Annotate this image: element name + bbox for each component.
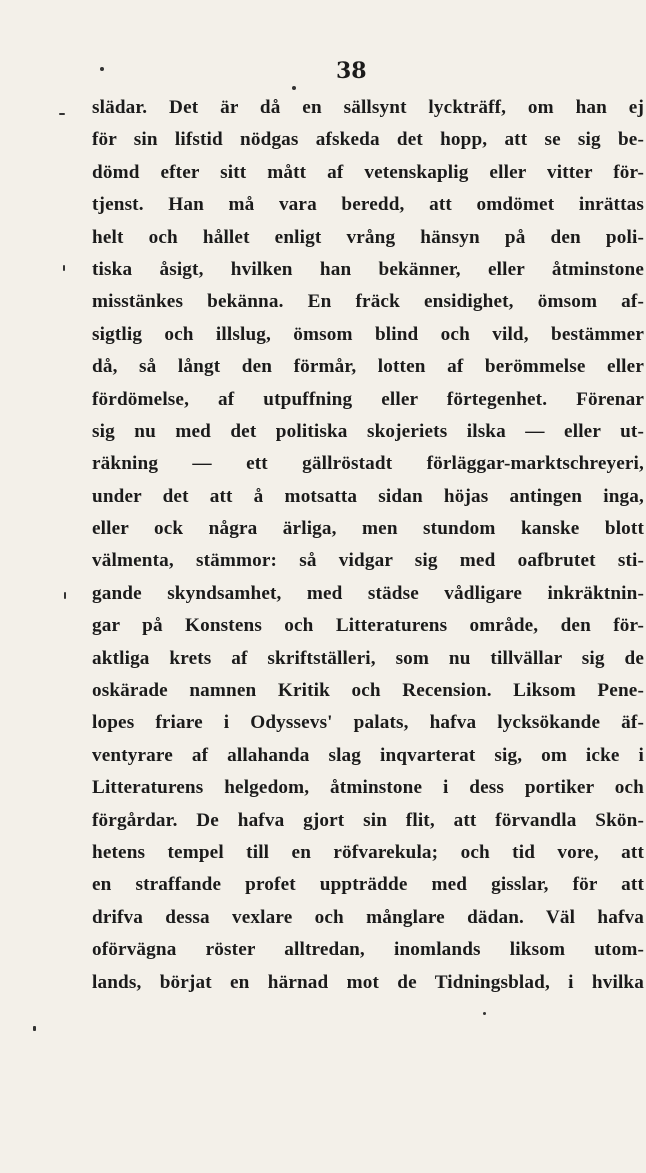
text-line-13: under det att å motsatta sidan höjas antingen inga, [92, 485, 644, 507]
text-line-19: oskärade namnen Kritik och Recension. Liksom Pene- [92, 680, 644, 702]
text-line-3: dömd efter sitt mått af vetenskaplig eller vitter för- [92, 161, 644, 183]
scan-speck [33, 1026, 36, 1031]
text-line-8: sigtlig och illslug, ömsom blind och vild, bestämmer [92, 323, 644, 345]
text-line-5: helt och hållet enligt vrång hänsyn på den poli- [92, 226, 644, 248]
text-line-11: sig nu med det politiska skojeriets ilska — eller ut- [92, 420, 644, 442]
text-line-2: för sin lifstid nödgas afskeda det hopp, att se sig be- [92, 129, 644, 151]
scan-speck [483, 1012, 486, 1015]
text-line-25: en straffande profet uppträdde med gisslar, för att [92, 874, 644, 896]
text-line-4: tjenst. Han må vara beredd, att omdömet inrättas [92, 194, 644, 216]
text-line-28: lands, börjat en härnad mot de Tidningsblad, i hvilka [92, 971, 644, 993]
text-line-15: välmenta, stämmor: så vidgar sig med oafbrutet sti- [92, 550, 644, 572]
body-text [92, 92, 644, 999]
text-line-10: fördömelse, af utpuffning eller förtegenhet. Förenar [92, 388, 644, 410]
page-number: 38 [336, 58, 367, 84]
scan-speck [292, 86, 296, 90]
text-line-20: lopes friare i Odyssevs' palats, hafva lycksökande äf- [92, 712, 644, 734]
text-line-27: oförvägna röster alltredan, inomlands liksom utom- [92, 939, 644, 961]
text-line-17: gar på Konstens och Litteraturens område, den för- [92, 615, 644, 637]
text-line-23: förgårdar. De hafva gjort sin flit, att förvandla Skön- [92, 809, 644, 831]
text-line-22: Litteraturens helgedom, åtminstone i dess portiker och [92, 777, 644, 799]
text-line-24: hetens tempel till en röfvarekula; och tid vore, att [92, 841, 644, 863]
scan-speck [100, 67, 104, 71]
text-line-16: gande skyndsamhet, med städse vådligare inkräktnin- [92, 582, 644, 604]
scan-speck [64, 592, 66, 599]
text-line-1: slädar. Det är då en sällsynt lyckträff, om han ej [92, 97, 644, 118]
text-line-12: räkning — ett gällröstadt förläggar-marktschreyeri, [92, 453, 644, 475]
text-line-18: aktliga krets af skriftställeri, som nu tillvällar sig de [92, 647, 644, 669]
text-line-21: ventyrare af allahanda slag inqvarterat sig, om icke i [92, 744, 644, 766]
text-line-14: eller ock några ärliga, men stundom kanske blott [92, 518, 644, 540]
scan-speck [59, 113, 65, 115]
scan-speck [63, 265, 65, 271]
text-line-7: misstänkes bekänna. En fräck ensidighet, ömsom af- [92, 291, 644, 313]
text-line-9: då, så långt den förmår, lotten af berömmelse eller [92, 356, 644, 378]
text-line-6: tiska åsigt, hvilken han bekänner, eller åtminstone [92, 258, 644, 280]
text-line-26: drifva dessa vexlare och månglare dädan. Väl hafva [92, 906, 644, 928]
